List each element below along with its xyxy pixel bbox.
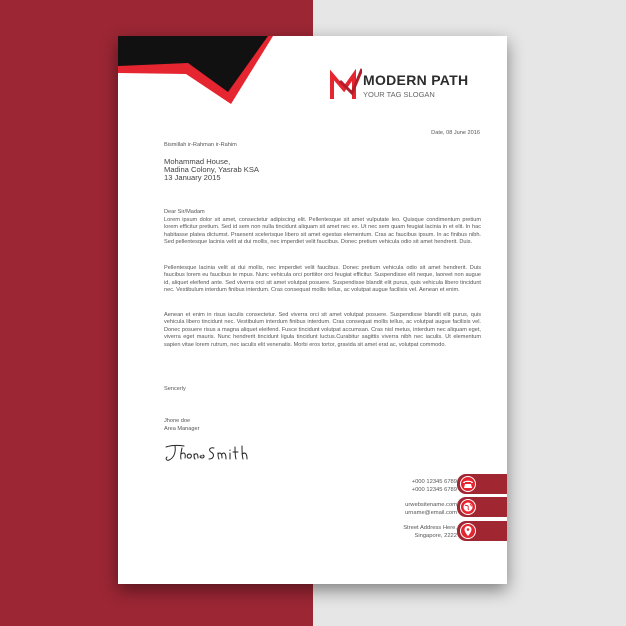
- phone-number-1: +000 12345 6789: [411, 479, 457, 485]
- phone-tab: [457, 474, 507, 494]
- email: urname@email.com: [405, 510, 457, 516]
- phone-number-2: +000 12345 6789: [411, 487, 457, 493]
- recipient-address: [164, 158, 259, 183]
- handwritten-signature: [164, 442, 264, 464]
- address-tab: [457, 521, 507, 541]
- recipient-line-3: 13 January 2015: [164, 173, 221, 183]
- body-paragraph-3: Aenean et enim in risus iaculis consectetur. Sed viverra orci sit amet volutpat posuere. Suspendisse blandit elit purus, quis vehicula libero tincidunt nec. Vestibulum interdum finibus interdum. Cras consequat mollis tellus, ac volutpat augue facilisis vel. Donec posuere risus a magna aliquet eleifend. Fusce tincidunt volutpat accumsan. Cras nisl metus, interdum nec aliquam eget, viverra eget mauris. Nunc hendrerit tincidunt ligula tincidunt luctus.Curabitur sagittis viverra nibh nec iaculis. Ut elementum sapien vitae lorem rutrum, nec iaculis elit venenatis. Morbi eros tortor, gravida sit amet erat ac, volutpat commodo.: [164, 312, 481, 348]
- recipient-line-1: Mohammad House,: [164, 157, 231, 166]
- contact-phones: [412, 478, 457, 494]
- company-tagline: YOUR TAG SLOGAN: [363, 90, 435, 99]
- logo: [330, 67, 500, 103]
- globe-icon: [461, 501, 475, 513]
- contact-web: [405, 501, 457, 517]
- company-name: MODERN PATH: [363, 72, 469, 88]
- location-pin-icon: [461, 525, 475, 537]
- address-line-1: Street Address Here,: [403, 525, 457, 531]
- body-paragraph-1: Lorem ipsum dolor sit amet, consectetur adipiscing elit. Pellentesque sit amet vulputate leo. Quisque condimentum pretium lorem efficitur pretium. Sed id sem non nulla tincidunt aliquam sit amet nec ex. Ut nec sem quam feugiat lacinia in et elit. In hac habitasse platea dictumst. Praesent scelerisque libero sit amet egestas elementum. Cras ac faucibus ipsum. In ac finibus nibh. Sed pellentesque lacinia velit at dui mollis, nec imperdiet velit faucibus. Donec pretium vehicula odio sit amet hendrerit. Duis.: [164, 217, 481, 246]
- logo-m-icon: [330, 67, 362, 101]
- signer-name: Jhone doe: [164, 418, 191, 424]
- recipient-line-2: Madina Colony, Yasrab KSA: [164, 165, 259, 175]
- body-paragraph-2: Pellentesque lacinia velit at dui mollis, nec imperdiet velit faucibus. Donec pretium vehicula odio sit amet hendrerit. Duis faucibus lorem eu faucibus te mpus. Nunc vehicula orci porttitor orci feugiat efficitur. Suspendisse elit neque, laoreet non augue id, aliquet eleifend ante. Sed viverra orci sit amet volutpat posuere. Suspendisse blandit elit purus, quis vehicula libero tincidunt nec. Vestibulum interdum finibus interdum. Cras consequat mollis tellus, ac volutpat augue facilisis vel. Aenean et enim.: [164, 265, 481, 294]
- contact-address: [403, 524, 457, 540]
- closing: Sencerly: [164, 386, 186, 392]
- letter-date: Date, 08 June 2016: [431, 130, 480, 136]
- corner-graphic: [118, 36, 278, 108]
- phone-icon: [461, 478, 475, 490]
- bismillah-line: Bismillah ir-Rahman ir-Rahim: [164, 142, 237, 148]
- salutation: Dear Sir/Madam: [164, 209, 205, 215]
- address-line-2: Singapore, 2222: [414, 533, 457, 539]
- web-tab: [457, 497, 507, 517]
- letterhead-paper: [118, 36, 507, 584]
- signer-title: Area Manager: [164, 426, 200, 432]
- website: urwebsitename.com: [405, 502, 457, 508]
